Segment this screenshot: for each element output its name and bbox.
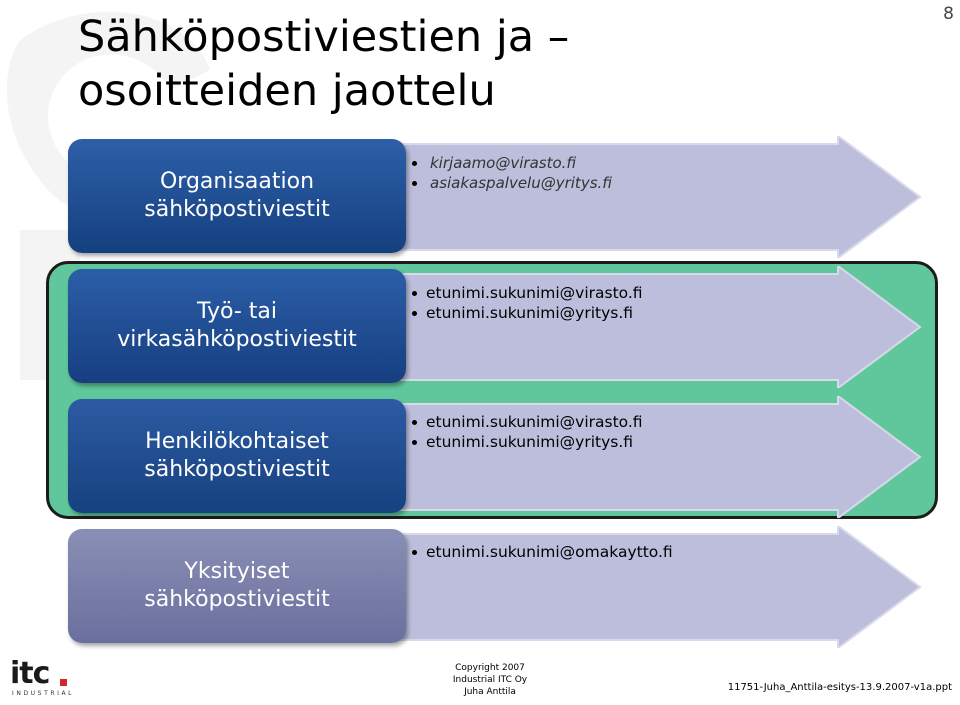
page-number: 8 xyxy=(943,4,954,24)
copyright-line: Juha Anttila xyxy=(464,687,516,697)
slide-title xyxy=(78,10,898,118)
copyright-line: Industrial ITC Oy xyxy=(452,675,528,685)
list-item: etunimi.sukunimi@yritys.fi xyxy=(410,432,643,452)
label-line: virkasähköpostiviestit xyxy=(117,327,357,352)
list-item: asiakaspalvelu@yritys.fi xyxy=(410,173,612,193)
label-private-emails xyxy=(68,529,406,643)
itc-logo xyxy=(10,656,80,702)
private-address-list xyxy=(410,542,673,562)
label-line: sähköpostiviestit xyxy=(144,457,330,482)
label-work-emails xyxy=(68,269,406,383)
label-line: Henkilökohtaiset xyxy=(145,429,329,454)
list-item: etunimi.sukunimi@virasto.fi xyxy=(410,412,643,432)
list-item: etunimi.sukunimi@omakaytto.fi xyxy=(410,542,673,562)
slide-title-line1: Sähköpostiviestien ja – xyxy=(78,12,570,62)
logo-red-dot-icon xyxy=(60,679,67,686)
organisation-address-list xyxy=(410,153,612,193)
label-personal-emails xyxy=(68,399,406,513)
list-item: kirjaamo@virasto.fi xyxy=(410,153,612,173)
logo-subtext: INDUSTRIAL xyxy=(12,690,75,697)
logo-text: itc xyxy=(10,656,50,691)
label-line: Yksityiset xyxy=(184,559,290,584)
list-item: etunimi.sukunimi@virasto.fi xyxy=(410,283,643,303)
copyright-notice xyxy=(420,662,560,698)
label-line: Työ- tai xyxy=(196,299,278,324)
list-item: etunimi.sukunimi@yritys.fi xyxy=(410,303,643,323)
label-line: sähköpostiviestit xyxy=(144,587,330,612)
label-line: sähköpostiviestit xyxy=(144,197,330,222)
personal-address-list xyxy=(410,412,643,452)
work-address-list xyxy=(410,283,643,323)
file-name: 11751-Juha_Anttila-esitys-13.9.2007-v1a.ppt xyxy=(727,682,952,693)
label-organisation-emails xyxy=(68,139,406,253)
slide-title-line2: osoitteiden jaottelu xyxy=(78,66,496,116)
copyright-line: Copyright 2007 xyxy=(455,663,525,673)
label-line: Organisaation xyxy=(159,169,315,194)
